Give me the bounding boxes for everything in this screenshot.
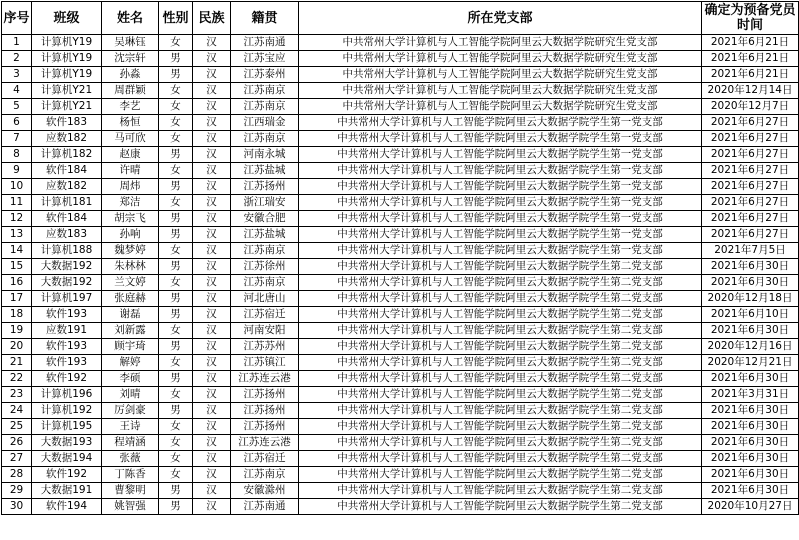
cell-name: 顾宇琦 <box>102 339 159 355</box>
cell-name: 姚智强 <box>102 499 159 515</box>
cell-origin: 江苏连云港 <box>231 371 299 387</box>
cell-class: 软件193 <box>32 307 102 323</box>
table-row <box>2 451 799 467</box>
table-row <box>2 355 799 371</box>
cell-name: 李硕 <box>102 371 159 387</box>
cell-branch: 中共常州大学计算机与人工智能学院阿里云大数据学院学生第一党支部 <box>299 147 702 163</box>
cell-ethnicity: 汉 <box>193 99 231 115</box>
cell-name: 张庭赫 <box>102 291 159 307</box>
cell-branch: 中共常州大学计算机与人工智能学院阿里云大数据学院学生第一党支部 <box>299 131 702 147</box>
header-branch: 所在党支部 <box>299 2 702 35</box>
cell-ethnicity: 汉 <box>193 115 231 131</box>
cell-name: 周群颖 <box>102 83 159 99</box>
cell-date: 2021年6月27日 <box>702 115 799 131</box>
table-row <box>2 115 799 131</box>
cell-origin: 江苏泰州 <box>231 67 299 83</box>
cell-branch: 中共常州大学计算机与人工智能学院阿里云大数据学院学生第二党支部 <box>299 307 702 323</box>
cell-origin: 江苏盐城 <box>231 163 299 179</box>
table-row <box>2 339 799 355</box>
cell-seq: 2 <box>2 51 32 67</box>
cell-name: 赵康 <box>102 147 159 163</box>
cell-class: 计算机182 <box>32 147 102 163</box>
cell-class: 计算机Y19 <box>32 67 102 83</box>
cell-seq: 12 <box>2 211 32 227</box>
table-row <box>2 387 799 403</box>
cell-name: 孙响 <box>102 227 159 243</box>
table-row <box>2 179 799 195</box>
cell-seq: 4 <box>2 83 32 99</box>
cell-gender: 女 <box>159 163 193 179</box>
cell-class: 软件184 <box>32 163 102 179</box>
cell-branch: 中共常州大学计算机与人工智能学院阿里云大数据学院学生第二党支部 <box>299 339 702 355</box>
cell-gender: 女 <box>159 419 193 435</box>
cell-gender: 男 <box>159 67 193 83</box>
cell-ethnicity: 汉 <box>193 51 231 67</box>
cell-class: 计算机181 <box>32 195 102 211</box>
table-row <box>2 35 799 51</box>
cell-date: 2021年6月27日 <box>702 179 799 195</box>
cell-date: 2021年6月30日 <box>702 419 799 435</box>
cell-ethnicity: 汉 <box>193 291 231 307</box>
cell-gender: 男 <box>159 51 193 67</box>
cell-seq: 7 <box>2 131 32 147</box>
cell-class: 计算机Y19 <box>32 35 102 51</box>
cell-branch: 中共常州大学计算机与人工智能学院阿里云大数据学院学生第二党支部 <box>299 275 702 291</box>
cell-seq: 29 <box>2 483 32 499</box>
table-row <box>2 243 799 259</box>
cell-seq: 1 <box>2 35 32 51</box>
cell-origin: 江苏南京 <box>231 99 299 115</box>
table-row <box>2 227 799 243</box>
cell-date: 2021年6月21日 <box>702 51 799 67</box>
cell-ethnicity: 汉 <box>193 163 231 179</box>
table-row <box>2 259 799 275</box>
roster-table <box>1 1 799 515</box>
cell-gender: 女 <box>159 467 193 483</box>
cell-name: 沈宗轩 <box>102 51 159 67</box>
cell-branch: 中共常州大学计算机与人工智能学院阿里云大数据学院学生第二党支部 <box>299 419 702 435</box>
cell-ethnicity: 汉 <box>193 83 231 99</box>
cell-ethnicity: 汉 <box>193 419 231 435</box>
table-row <box>2 211 799 227</box>
cell-class: 计算机196 <box>32 387 102 403</box>
cell-date: 2021年6月30日 <box>702 323 799 339</box>
header-gender: 性别 <box>159 2 193 35</box>
cell-branch: 中共常州大学计算机与人工智能学院阿里云大数据学院学生第一党支部 <box>299 179 702 195</box>
cell-name: 丁陈香 <box>102 467 159 483</box>
cell-gender: 女 <box>159 435 193 451</box>
cell-ethnicity: 汉 <box>193 243 231 259</box>
cell-date: 2021年6月27日 <box>702 227 799 243</box>
cell-gender: 女 <box>159 451 193 467</box>
cell-branch: 中共常州大学计算机与人工智能学院阿里云大数据学院学生第二党支部 <box>299 403 702 419</box>
cell-gender: 男 <box>159 483 193 499</box>
cell-date: 2020年12月14日 <box>702 83 799 99</box>
cell-seq: 10 <box>2 179 32 195</box>
cell-gender: 男 <box>159 147 193 163</box>
header-row <box>2 2 799 35</box>
cell-branch: 中共常州大学计算机与人工智能学院阿里云大数据学院研究生党支部 <box>299 51 702 67</box>
cell-origin: 江苏南京 <box>231 243 299 259</box>
cell-seq: 5 <box>2 99 32 115</box>
cell-seq: 24 <box>2 403 32 419</box>
table-row <box>2 419 799 435</box>
cell-class: 软件192 <box>32 371 102 387</box>
table-row <box>2 323 799 339</box>
cell-origin: 江苏镇江 <box>231 355 299 371</box>
cell-date: 2021年6月27日 <box>702 131 799 147</box>
cell-origin: 江苏扬州 <box>231 403 299 419</box>
cell-ethnicity: 汉 <box>193 403 231 419</box>
cell-gender: 男 <box>159 259 193 275</box>
cell-class: 软件194 <box>32 499 102 515</box>
cell-gender: 女 <box>159 35 193 51</box>
cell-gender: 女 <box>159 323 193 339</box>
table-row <box>2 195 799 211</box>
cell-origin: 江苏扬州 <box>231 419 299 435</box>
cell-origin: 江苏南通 <box>231 35 299 51</box>
cell-origin: 江苏南京 <box>231 83 299 99</box>
cell-origin: 江苏扬州 <box>231 179 299 195</box>
cell-gender: 女 <box>159 115 193 131</box>
cell-ethnicity: 汉 <box>193 259 231 275</box>
cell-branch: 中共常州大学计算机与人工智能学院阿里云大数据学院研究生党支部 <box>299 35 702 51</box>
cell-date: 2021年6月30日 <box>702 467 799 483</box>
cell-ethnicity: 汉 <box>193 147 231 163</box>
cell-gender: 女 <box>159 275 193 291</box>
cell-branch: 中共常州大学计算机与人工智能学院阿里云大数据学院学生第二党支部 <box>299 451 702 467</box>
cell-date: 2021年6月30日 <box>702 275 799 291</box>
cell-origin: 江西瑞金 <box>231 115 299 131</box>
cell-branch: 中共常州大学计算机与人工智能学院阿里云大数据学院学生第一党支部 <box>299 227 702 243</box>
cell-origin: 江苏宿迁 <box>231 451 299 467</box>
cell-ethnicity: 汉 <box>193 211 231 227</box>
header-date: 确定为预备党员时间 <box>702 2 799 35</box>
cell-gender: 男 <box>159 499 193 515</box>
cell-origin: 江苏南京 <box>231 275 299 291</box>
cell-gender: 男 <box>159 307 193 323</box>
cell-name: 郑洁 <box>102 195 159 211</box>
cell-class: 软件193 <box>32 355 102 371</box>
cell-origin: 河南安阳 <box>231 323 299 339</box>
cell-date: 2021年6月30日 <box>702 259 799 275</box>
cell-seq: 19 <box>2 323 32 339</box>
cell-origin: 安徽合肥 <box>231 211 299 227</box>
table-row <box>2 435 799 451</box>
table-row <box>2 99 799 115</box>
table-row <box>2 83 799 99</box>
cell-seq: 9 <box>2 163 32 179</box>
table-row <box>2 403 799 419</box>
cell-date: 2021年6月10日 <box>702 307 799 323</box>
cell-branch: 中共常州大学计算机与人工智能学院阿里云大数据学院学生第二党支部 <box>299 259 702 275</box>
cell-origin: 浙江瑞安 <box>231 195 299 211</box>
table-row <box>2 307 799 323</box>
cell-name: 曹黎明 <box>102 483 159 499</box>
cell-seq: 28 <box>2 467 32 483</box>
cell-branch: 中共常州大学计算机与人工智能学院阿里云大数据学院学生第二党支部 <box>299 323 702 339</box>
cell-ethnicity: 汉 <box>193 387 231 403</box>
cell-seq: 18 <box>2 307 32 323</box>
cell-class: 计算机192 <box>32 403 102 419</box>
cell-class: 应数191 <box>32 323 102 339</box>
cell-name: 张薇 <box>102 451 159 467</box>
cell-branch: 中共常州大学计算机与人工智能学院阿里云大数据学院学生第二党支部 <box>299 387 702 403</box>
cell-origin: 江苏扬州 <box>231 387 299 403</box>
cell-name: 胡宗飞 <box>102 211 159 227</box>
cell-origin: 江苏苏州 <box>231 339 299 355</box>
cell-date: 2021年6月21日 <box>702 67 799 83</box>
cell-name: 杨恒 <box>102 115 159 131</box>
header-ethnicity: 民族 <box>193 2 231 35</box>
cell-branch: 中共常州大学计算机与人工智能学院阿里云大数据学院研究生党支部 <box>299 67 702 83</box>
cell-date: 2021年6月21日 <box>702 35 799 51</box>
cell-ethnicity: 汉 <box>193 67 231 83</box>
cell-ethnicity: 汉 <box>193 483 231 499</box>
cell-gender: 女 <box>159 83 193 99</box>
cell-date: 2021年6月27日 <box>702 163 799 179</box>
cell-date: 2021年7月5日 <box>702 243 799 259</box>
cell-date: 2020年12月18日 <box>702 291 799 307</box>
cell-name: 厉剑豪 <box>102 403 159 419</box>
cell-origin: 江苏宿迁 <box>231 307 299 323</box>
cell-branch: 中共常州大学计算机与人工智能学院阿里云大数据学院学生第一党支部 <box>299 243 702 259</box>
table-row <box>2 163 799 179</box>
cell-branch: 中共常州大学计算机与人工智能学院阿里云大数据学院学生第二党支部 <box>299 291 702 307</box>
table-row <box>2 291 799 307</box>
cell-gender: 男 <box>159 211 193 227</box>
cell-date: 2021年6月30日 <box>702 483 799 499</box>
cell-seq: 26 <box>2 435 32 451</box>
cell-ethnicity: 汉 <box>193 35 231 51</box>
cell-name: 刘晴 <box>102 387 159 403</box>
cell-gender: 女 <box>159 99 193 115</box>
table-row <box>2 67 799 83</box>
cell-ethnicity: 汉 <box>193 195 231 211</box>
cell-origin: 安徽滁州 <box>231 483 299 499</box>
cell-gender: 男 <box>159 227 193 243</box>
cell-seq: 22 <box>2 371 32 387</box>
cell-seq: 8 <box>2 147 32 163</box>
cell-name: 李艺 <box>102 99 159 115</box>
cell-gender: 男 <box>159 291 193 307</box>
cell-class: 计算机197 <box>32 291 102 307</box>
cell-gender: 男 <box>159 339 193 355</box>
cell-origin: 江苏连云港 <box>231 435 299 451</box>
cell-class: 计算机195 <box>32 419 102 435</box>
table-row <box>2 147 799 163</box>
cell-gender: 男 <box>159 371 193 387</box>
cell-name: 刘新露 <box>102 323 159 339</box>
cell-branch: 中共常州大学计算机与人工智能学院阿里云大数据学院学生第二党支部 <box>299 355 702 371</box>
cell-origin: 江苏盐城 <box>231 227 299 243</box>
cell-gender: 女 <box>159 243 193 259</box>
table-row <box>2 275 799 291</box>
cell-seq: 13 <box>2 227 32 243</box>
cell-date: 2021年3月31日 <box>702 387 799 403</box>
cell-ethnicity: 汉 <box>193 275 231 291</box>
cell-ethnicity: 汉 <box>193 435 231 451</box>
cell-gender: 女 <box>159 355 193 371</box>
cell-class: 软件183 <box>32 115 102 131</box>
cell-seq: 15 <box>2 259 32 275</box>
cell-gender: 女 <box>159 195 193 211</box>
cell-class: 计算机Y21 <box>32 99 102 115</box>
cell-ethnicity: 汉 <box>193 227 231 243</box>
cell-name: 周炜 <box>102 179 159 195</box>
cell-gender: 女 <box>159 387 193 403</box>
cell-branch: 中共常州大学计算机与人工智能学院阿里云大数据学院学生第二党支部 <box>299 483 702 499</box>
cell-branch: 中共常州大学计算机与人工智能学院阿里云大数据学院研究生党支部 <box>299 83 702 99</box>
cell-class: 软件193 <box>32 339 102 355</box>
cell-branch: 中共常州大学计算机与人工智能学院阿里云大数据学院学生第一党支部 <box>299 163 702 179</box>
cell-class: 大数据193 <box>32 435 102 451</box>
cell-seq: 3 <box>2 67 32 83</box>
cell-class: 计算机Y21 <box>32 83 102 99</box>
cell-seq: 25 <box>2 419 32 435</box>
cell-name: 孙淼 <box>102 67 159 83</box>
cell-branch: 中共常州大学计算机与人工智能学院阿里云大数据学院学生第一党支部 <box>299 195 702 211</box>
cell-name: 兰文婷 <box>102 275 159 291</box>
cell-ethnicity: 汉 <box>193 179 231 195</box>
cell-ethnicity: 汉 <box>193 467 231 483</box>
cell-ethnicity: 汉 <box>193 307 231 323</box>
header-name: 姓名 <box>102 2 159 35</box>
cell-origin: 江苏南通 <box>231 499 299 515</box>
table-row <box>2 51 799 67</box>
header-origin: 籍贯 <box>231 2 299 35</box>
header-class: 班级 <box>32 2 102 35</box>
cell-date: 2021年6月30日 <box>702 451 799 467</box>
cell-date: 2020年12月7日 <box>702 99 799 115</box>
cell-class: 计算机Y19 <box>32 51 102 67</box>
cell-seq: 23 <box>2 387 32 403</box>
cell-origin: 江苏南京 <box>231 467 299 483</box>
cell-origin: 江苏南京 <box>231 131 299 147</box>
cell-origin: 河北唐山 <box>231 291 299 307</box>
cell-class: 应数183 <box>32 227 102 243</box>
cell-class: 大数据192 <box>32 275 102 291</box>
cell-origin: 江苏徐州 <box>231 259 299 275</box>
cell-seq: 16 <box>2 275 32 291</box>
table-row <box>2 467 799 483</box>
cell-class: 大数据191 <box>32 483 102 499</box>
cell-seq: 6 <box>2 115 32 131</box>
cell-date: 2020年10月27日 <box>702 499 799 515</box>
cell-ethnicity: 汉 <box>193 499 231 515</box>
cell-class: 大数据192 <box>32 259 102 275</box>
cell-seq: 27 <box>2 451 32 467</box>
table-row <box>2 483 799 499</box>
cell-branch: 中共常州大学计算机与人工智能学院阿里云大数据学院学生第一党支部 <box>299 211 702 227</box>
cell-gender: 男 <box>159 179 193 195</box>
cell-seq: 30 <box>2 499 32 515</box>
cell-seq: 14 <box>2 243 32 259</box>
table-row <box>2 371 799 387</box>
cell-name: 马可欣 <box>102 131 159 147</box>
cell-branch: 中共常州大学计算机与人工智能学院阿里云大数据学院学生第二党支部 <box>299 371 702 387</box>
header-seq: 序号 <box>2 2 32 35</box>
cell-name: 王诗 <box>102 419 159 435</box>
cell-gender: 男 <box>159 403 193 419</box>
cell-name: 解婷 <box>102 355 159 371</box>
cell-origin: 江苏宝应 <box>231 51 299 67</box>
cell-origin: 河南永城 <box>231 147 299 163</box>
cell-seq: 21 <box>2 355 32 371</box>
cell-date: 2020年12月16日 <box>702 339 799 355</box>
table-row <box>2 131 799 147</box>
cell-name: 谢磊 <box>102 307 159 323</box>
cell-branch: 中共常州大学计算机与人工智能学院阿里云大数据学院研究生党支部 <box>299 99 702 115</box>
cell-name: 许晴 <box>102 163 159 179</box>
cell-class: 大数据194 <box>32 451 102 467</box>
cell-name: 魏梦婷 <box>102 243 159 259</box>
cell-date: 2021年6月27日 <box>702 195 799 211</box>
cell-name: 程靖涵 <box>102 435 159 451</box>
cell-branch: 中共常州大学计算机与人工智能学院阿里云大数据学院学生第二党支部 <box>299 435 702 451</box>
cell-ethnicity: 汉 <box>193 339 231 355</box>
cell-date: 2021年6月30日 <box>702 403 799 419</box>
cell-class: 应数182 <box>32 131 102 147</box>
cell-ethnicity: 汉 <box>193 131 231 147</box>
cell-name: 朱林林 <box>102 259 159 275</box>
cell-ethnicity: 汉 <box>193 371 231 387</box>
cell-date: 2021年6月30日 <box>702 371 799 387</box>
cell-ethnicity: 汉 <box>193 323 231 339</box>
cell-class: 软件184 <box>32 211 102 227</box>
cell-seq: 20 <box>2 339 32 355</box>
cell-seq: 11 <box>2 195 32 211</box>
cell-name: 吴琳钰 <box>102 35 159 51</box>
cell-date: 2021年6月27日 <box>702 147 799 163</box>
cell-seq: 17 <box>2 291 32 307</box>
cell-date: 2021年6月30日 <box>702 435 799 451</box>
cell-ethnicity: 汉 <box>193 451 231 467</box>
cell-date: 2020年12月21日 <box>702 355 799 371</box>
cell-class: 计算机188 <box>32 243 102 259</box>
cell-branch: 中共常州大学计算机与人工智能学院阿里云大数据学院学生第一党支部 <box>299 115 702 131</box>
cell-gender: 女 <box>159 131 193 147</box>
cell-date: 2021年6月27日 <box>702 211 799 227</box>
cell-branch: 中共常州大学计算机与人工智能学院阿里云大数据学院学生第二党支部 <box>299 499 702 515</box>
cell-class: 软件192 <box>32 467 102 483</box>
table-row <box>2 499 799 515</box>
cell-class: 应数182 <box>32 179 102 195</box>
cell-ethnicity: 汉 <box>193 355 231 371</box>
cell-branch: 中共常州大学计算机与人工智能学院阿里云大数据学院学生第二党支部 <box>299 467 702 483</box>
